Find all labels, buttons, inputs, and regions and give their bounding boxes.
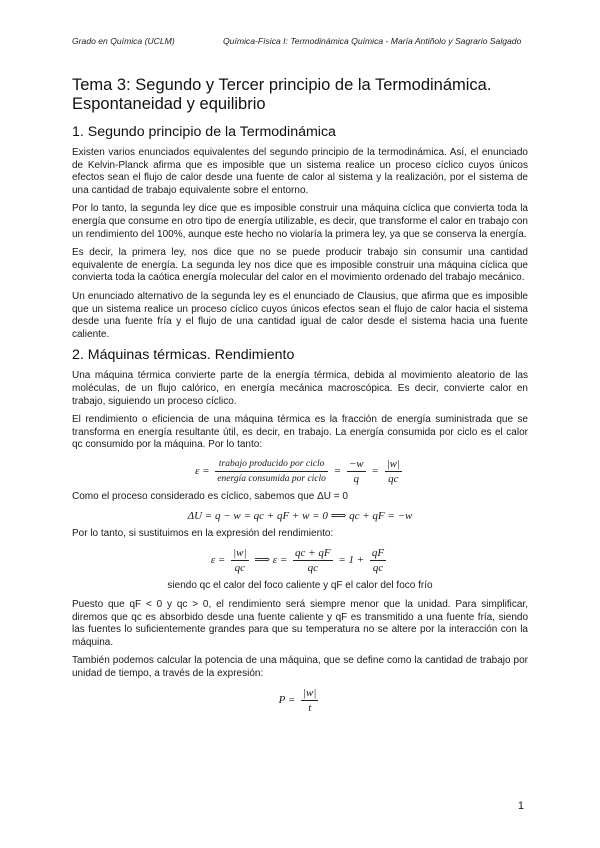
page-number: 1: [517, 800, 524, 812]
paragraph: Por lo tanto, si sustituimos en la expresión del rendimiento:: [72, 528, 334, 540]
efficiency-equation: ε = $\frac{\text{trabajo producido por ciclo}}{\text{energía consumida por ciclo}}$ = $\frac{-w}{q}$ = $\frac{|w|}{qc}$: [195, 457, 400, 485]
equation-caption: siendo qc el calor del foco caliente y qF el calor del foco frío: [167, 580, 433, 592]
internal-energy-equation: ΔU = q − w = qc + qF + w = 0 ⟹ qc + qF = −w: [187, 510, 413, 523]
page-title: Tema 3: Segundo y Tercer principio de la Termodinámica. Espontaneidad y equilibrio: [72, 76, 492, 113]
header-course: Grado en Química (UCLM): [72, 36, 175, 46]
paragraph: Una máquina térmica convierte parte de la energía térmica, debida al movimiento aleatorio de las moléculas, de un flujo calórico, en energía mecánica macroscópica. Es decir, convierte calor en trabajo, siguiendo un proceso cíclico.: [72, 370, 528, 407]
paragraph: Puesto que qF < 0 y qc > 0, el rendimiento será siempre menor que la unidad. Para simplificar, diremos que qc es absorbido desde una fuente caliente y qF es transmitido a una fuente fría, siendo las fuentes lo suficientemente grandes para que su temperatura no se altere por la interacción con la máquina.: [72, 599, 528, 648]
paragraph: También podemos calcular la potencia de una máquina, que se define como la cantidad de trabajo por unidad de tiempo, a través de la expresión:: [72, 655, 528, 680]
section-1-heading: 1. Segundo principio de la Termodinámica: [72, 124, 336, 140]
paragraph: Existen varios enunciados equivalentes del segundo principio de la termodinámica. Así, el enunciado de Kelvin-Planck afirma que es imposible que un sistema realice un proceso cíclico cuyos únicos efectos sean el flujo de calor desde una fuente de calor al sistema y la realización, por el sistema de una cantidad de trabajo equivalente sobre el entorno.: [72, 147, 528, 196]
section-2-heading: 2. Máquinas térmicas. Rendimiento: [72, 347, 295, 364]
document-body: [72, 76, 528, 720]
header-subject: Química-Física I: Termodinámica Química - María Antiñolo y Sagrario Salgado: [223, 36, 522, 46]
page-header: [72, 36, 528, 50]
power-equation: P = $\frac{|w|}{t}$: [278, 686, 317, 714]
paragraph: Un enunciado alternativo de la segunda ley es el enunciado de Clausius, que afirma que es imposible que un sistema realice un proceso cíclico cuyos únicos efectos sean el flujo de calor hacia el sistema desde una fuente fría y el flujo de una cantidad igual de calor desde el sistema hacia una fuente caliente.: [72, 290, 528, 340]
paragraph: Es decir, la primera ley, nos dice que no se puede producir trabajo sin consumir una cantidad equivalente de energía. La segunda ley nos dice que es imposible construir una máquina cíclica que convierta toda la caótica energía molecular del calor en el movimiento ordenado del trabajo mecánico.: [72, 247, 528, 284]
substituted-efficiency-equation: ε = $\frac{|w|}{qc}$ ⟹ ε = $\frac{qc + qF}{qc}$ = 1 + $\frac{qF}{qc}$: [210, 547, 385, 575]
paragraph: El rendimiento o eficiencia de una máquina térmica es la fracción de energía suministrada que se transforma en energía resultante útil, es decir, en trabajo. La energía consumida por ciclo es el calor qc consumido por la máquina. Por lo tanto:: [72, 414, 528, 451]
paragraph: Como el proceso considerado es cíclico, sabemos que ΔU = 0: [72, 490, 348, 502]
paragraph: Por lo tanto, la segunda ley dice que es imposible construir una máquina cíclica que convierta toda la energía que consume en otro tipo de energía utilizable, es decir, que transforme el calor en trabajo con un rendimiento del 100%, aunque este hecho no violaría la primera ley, ya que se conserva la energía.: [72, 203, 528, 240]
